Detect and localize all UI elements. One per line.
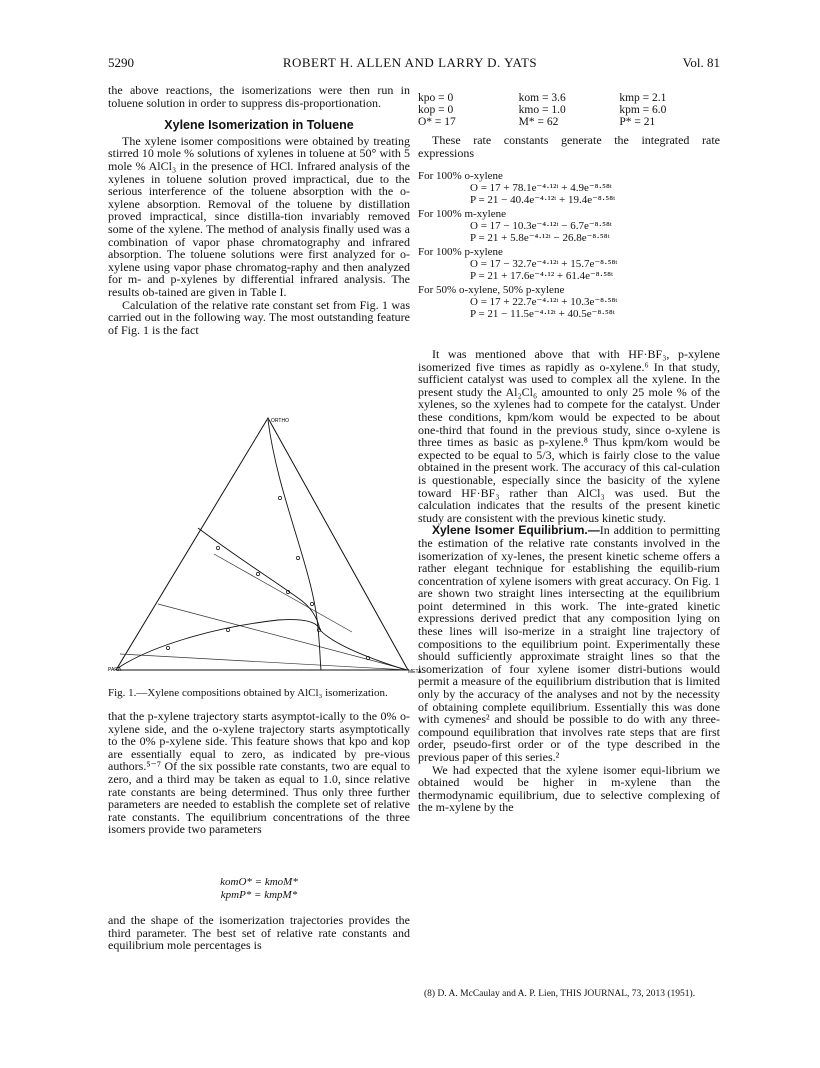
section-heading: Xylene Isomerization in Toluene xyxy=(164,118,354,133)
data-point xyxy=(296,556,299,559)
constant: P* = 21 xyxy=(619,116,656,128)
triangle-outline xyxy=(116,418,408,670)
right-column-intro xyxy=(418,134,720,159)
constant: kom = 3.6 xyxy=(518,92,566,104)
paragraph: Calculation of the relative rate constant set from Fig. 1 was carried out in the following way. The most outstanding feature of Fig. 1 is the fact xyxy=(108,297,410,337)
vertex-label-ortho: ORTHO xyxy=(271,418,289,424)
paragraph: that the p-xylene trajectory starts asymptot-ically to the 0% o-xylene side, and the o-xylene trajectory starts asymptotically to the 0% p-xylene side. This feature shows that kpo and kop are essentially equal to zero, as indicated by pre-vious authors.⁵⁻⁷ Of the six possible rate constants, two are equal to zero, and a third may be taken as equal to 1.0, since relative rate constants are being determined. Thus only three further parameters are needed to establish the complete set of relative rate constants. The equilibrium concentrations of the three isomers provide two parameters xyxy=(108,709,410,837)
constant: kmp = 2.1 xyxy=(619,92,667,104)
page-number: 5290 xyxy=(108,55,134,70)
vertex-label-para: PARA xyxy=(108,667,122,673)
left-column-end xyxy=(108,914,410,952)
eq-group-p-xylene: For 100% p-xylene O = 17 − 32.7e⁻⁴·¹²ᵗ + 15.7e⁻⁸·⁵⁸ᵗ P = 21 + 17.6e⁻⁴·¹² + 61.4e⁻⁸·⁵⁸ᵗ xyxy=(418,246,618,282)
intro-paragraph: the above reactions, the isomerizations were then run in toluene solution in order to suppress dis-proportionation. xyxy=(108,83,410,110)
data-point xyxy=(256,572,259,575)
data-point xyxy=(226,628,229,631)
rate-constants-table xyxy=(418,92,720,128)
equilibrium-line-1 xyxy=(120,654,408,670)
paragraph: We had expected that the xylene isomer equi-librium we obtained would be higher in m-xylene than the thermodynamic equilibrium, due to selective complexing of the m-xylene by the xyxy=(418,762,720,815)
p-xylene-trajectory xyxy=(118,620,320,668)
constant: M* = 62 xyxy=(518,116,559,128)
right-column-body xyxy=(418,348,720,814)
data-point xyxy=(166,646,169,649)
constant: O* = 17 xyxy=(418,116,456,128)
constant: kpm = 6.0 xyxy=(619,104,667,116)
paragraph: and the shape of the isomerization trajectories provides the third parameter. The best set of relative rate constants and equilibrium mole percentages is xyxy=(108,913,410,953)
eq-group-mixed: For 50% o-xylene, 50% p-xylene O = 17 + 22.7e⁻⁴·¹²ᵗ + 10.3e⁻⁸·⁵⁸ᵗ P = 21 − 11.5e⁻⁴·¹²ᵗ + 40.5e⁻⁸·⁵⁸ᵗ xyxy=(418,284,618,320)
eq-group-m-xylene: For 100% m-xylene O = 17 − 10.3e⁻⁴·¹²ᵗ − 6.7e⁻⁸·⁵⁸ᵗ P = 21 + 5.8e⁻⁴·¹²ᵗ − 26.8e⁻⁸·⁵⁸ᵗ xyxy=(418,208,612,244)
vertex-label-meta: META xyxy=(408,669,422,675)
running-header-authors: ROBERT H. ALLEN AND LARRY D. YATS xyxy=(282,55,538,70)
data-point xyxy=(278,496,281,499)
run-in-heading: Xylene Isomer Equilibrium.— xyxy=(432,523,600,538)
paragraph: Xylene Isomer Equilibrium.—In addition to permitting the estimation of the relative rate constants involved in the isomerization of xy-lenes, the present kinetic scheme offers a rather elegant technique for establishing the equilib-rium concentration of xylene isomers with great accuracy. On Fig. 1 are shown two straight lines intersecting at the equilibrium point determined in this work. The inte-grated kinetic expressions derived predict that any composition lying on these lines will iso-merize in a straight line trajectory of compositions to the equilibrium point. Experimentally these should sufficiently approximate straight lines so that the isomerization of four xylene isomer distri-butions would permit a measure of the equilibrium distribution that is limited only by the accuracy of the analyses and not by the necessity of obtaining complete equilibrium. Essentially this was done with cymenes² and should be possible to do with any three-compound equilibration that involves rate steps that are first order, pseudo-first order or of the type described in the previous paper of this series.² xyxy=(418,523,720,764)
constant: kmo = 1.0 xyxy=(518,104,566,116)
constant: kpo = 0 xyxy=(418,92,454,104)
o-xylene-trajectory xyxy=(268,420,321,670)
equilibrium-line-3 xyxy=(214,554,352,632)
equilibrium-line-2 xyxy=(158,604,408,670)
paragraph: It was mentioned above that with HF·BF₃, p-xylene isomerized five times as rapidly as o-xylene.⁶ In that study, sufficient catalyst was used to complex all the xylene. In the present study the Al₂Cl₆ amounted to only 25 mole % of the xylenes, so the xylenes had to compete for the catalyst. Under these conditions, kpm/kom would be expected to be about one-third that found in the previous study, since o-xylene is three times as basic as p-xylene.⁸ Thus kpm/kom would be expected to be equal to 5/3, which is fairly close to the value obtained in the present work. The accuracy of this cal-culation is questionable, especially since the basicity of the xylene toward HF·BF₃ rather than AlCl₃ was used. But the calculation indicates that the results of the present kinetic study are consistent with the previous kinetic study. xyxy=(418,347,720,525)
left-column-top xyxy=(108,84,410,336)
volume-label: Vol. 81 xyxy=(682,55,720,70)
constant: kop = 0 xyxy=(418,104,454,116)
paragraph: These rate constants generate the integrated rate expressions xyxy=(418,133,720,160)
figure-caption: Fig. 1.—Xylene compositions obtained by AlCl₃ isomerization. xyxy=(108,687,388,699)
ternary-diagram xyxy=(108,408,422,678)
equation: komO* = kmoM* xyxy=(220,876,298,888)
equilibrium-equations xyxy=(108,876,410,902)
equation: kpmP* = kmpM* xyxy=(220,889,298,901)
data-point xyxy=(310,602,313,605)
footnote: (8) D. A. McCaulay and A. P. Lien, THIS JOURNAL, 73, 2013 (1951). xyxy=(424,989,696,999)
eq-group-o-xylene: For 100% o-xylene O = 17 + 78.1e⁻⁴·¹²ᵗ + 4.9e⁻⁸·⁵⁸ᵗ P = 21 − 40.4e⁻⁴·¹²ᵗ + 19.4e⁻⁸·⁵⁸ᵗ xyxy=(418,170,616,206)
data-point xyxy=(216,546,219,549)
rate-expressions xyxy=(418,170,720,320)
mixed-trajectory xyxy=(198,528,320,630)
left-column-bottom xyxy=(108,710,410,836)
paragraph: The xylene isomer compositions were obtained by treating stirred 10 mole % solutions of xylenes in toluene at 50° with 5 mole % AlCl₃ in the presence of HCl. Infrared analysis of the xylenes in toluene solution proved impractical, due to the serious interference of the toluene absorption with the o-xylene absorption. Removal of the toluene by distillation proved impractical, since distilla-tion invariably removed some of the xylene. The method of analysis finally used was a combination of vapor phase chromatography and infrared absorption. The toluene solutions were first analyzed for o-xylene using vapor phase chromatog-raphy and then analyzed for m- and p-xylenes by differential infrared analysis. The results ob-tained are given in Table I. xyxy=(108,133,410,299)
